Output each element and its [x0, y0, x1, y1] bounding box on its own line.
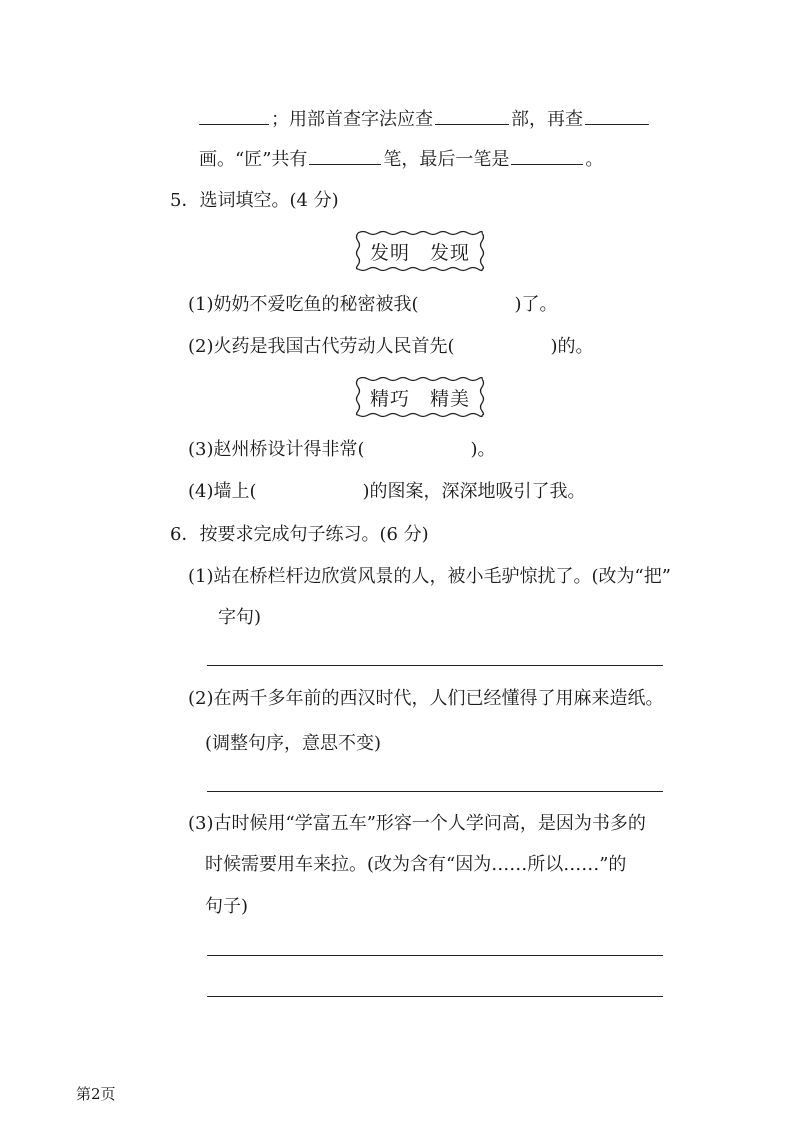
answer-line[interactable]	[207, 665, 663, 666]
sentence-text: (1)奶奶不爱吃鱼的秘密被我(	[188, 294, 419, 315]
q5-sentence-1	[188, 293, 558, 317]
answer-blank[interactable]	[199, 106, 269, 125]
word-option: 发明	[369, 241, 410, 264]
word-choice-box	[354, 229, 486, 273]
q6-s3-line1: (3)古时候用“学富五车”形容一个人学问高，是因为书多的	[188, 813, 646, 834]
word-choice-words	[354, 375, 486, 419]
word-option: 精巧	[369, 387, 410, 410]
sentence-text: (4)墙上(	[188, 481, 257, 502]
q4-text: 。	[585, 149, 604, 170]
answer-blank[interactable]	[435, 106, 509, 125]
word-choice-words	[354, 229, 486, 273]
page-number: 第2页	[76, 1085, 116, 1103]
q5-sentence-3	[188, 438, 496, 462]
word-option: 发现	[430, 241, 471, 264]
word-option: 精美	[430, 387, 471, 410]
q6-s2-line1: (2)在两千多年前的西汉时代，人们已经懂得了用麻来造纸。	[188, 688, 664, 709]
q4-text: 画。“匠”共有	[199, 149, 308, 170]
q4-text: ；用部首查字法应查	[271, 109, 433, 130]
q6-s1-line2: 字句)	[218, 607, 262, 628]
q4-text: 部，再查	[511, 109, 583, 130]
answer-line[interactable]	[207, 996, 663, 997]
q6-s3-line3: 句子)	[205, 896, 249, 917]
q4-text: 笔，最后一笔是	[383, 149, 510, 170]
sentence-text: )的图案，深深地吸引了我。	[362, 481, 586, 502]
q5-sentence-4	[188, 480, 586, 504]
sentence-text: )。	[470, 439, 496, 460]
sentence-text: )的。	[550, 336, 594, 357]
q6-s3-line2: 时候需要用车来拉。(改为含有“因为……所以……”的	[205, 854, 627, 875]
sentence-text: )了。	[514, 294, 558, 315]
answer-blank[interactable]	[309, 146, 381, 165]
answer-line[interactable]	[207, 791, 663, 792]
answer-line[interactable]	[207, 955, 663, 956]
answer-blank[interactable]	[585, 106, 649, 125]
q6-s1-line1: (1)站在桥栏杆边欣赏风景的人，被小毛驴惊扰了。(改为“把”	[188, 566, 671, 587]
answer-blank[interactable]	[511, 146, 583, 165]
sentence-text: (3)赵州桥设计得非常(	[188, 439, 365, 460]
q4-line-2	[199, 146, 603, 172]
word-choice-box	[354, 375, 486, 419]
q5-sentence-2	[188, 335, 594, 359]
q6-title: 6．按要求完成句子练习。(6 分)	[170, 524, 429, 545]
q6-s2-line2: (调整句序，意思不变)	[205, 733, 382, 754]
sentence-text: (2)火药是我国古代劳动人民首先(	[188, 336, 455, 357]
q5-title: 5．选词填空。(4 分)	[170, 190, 339, 211]
q4-line-1	[197, 106, 651, 132]
